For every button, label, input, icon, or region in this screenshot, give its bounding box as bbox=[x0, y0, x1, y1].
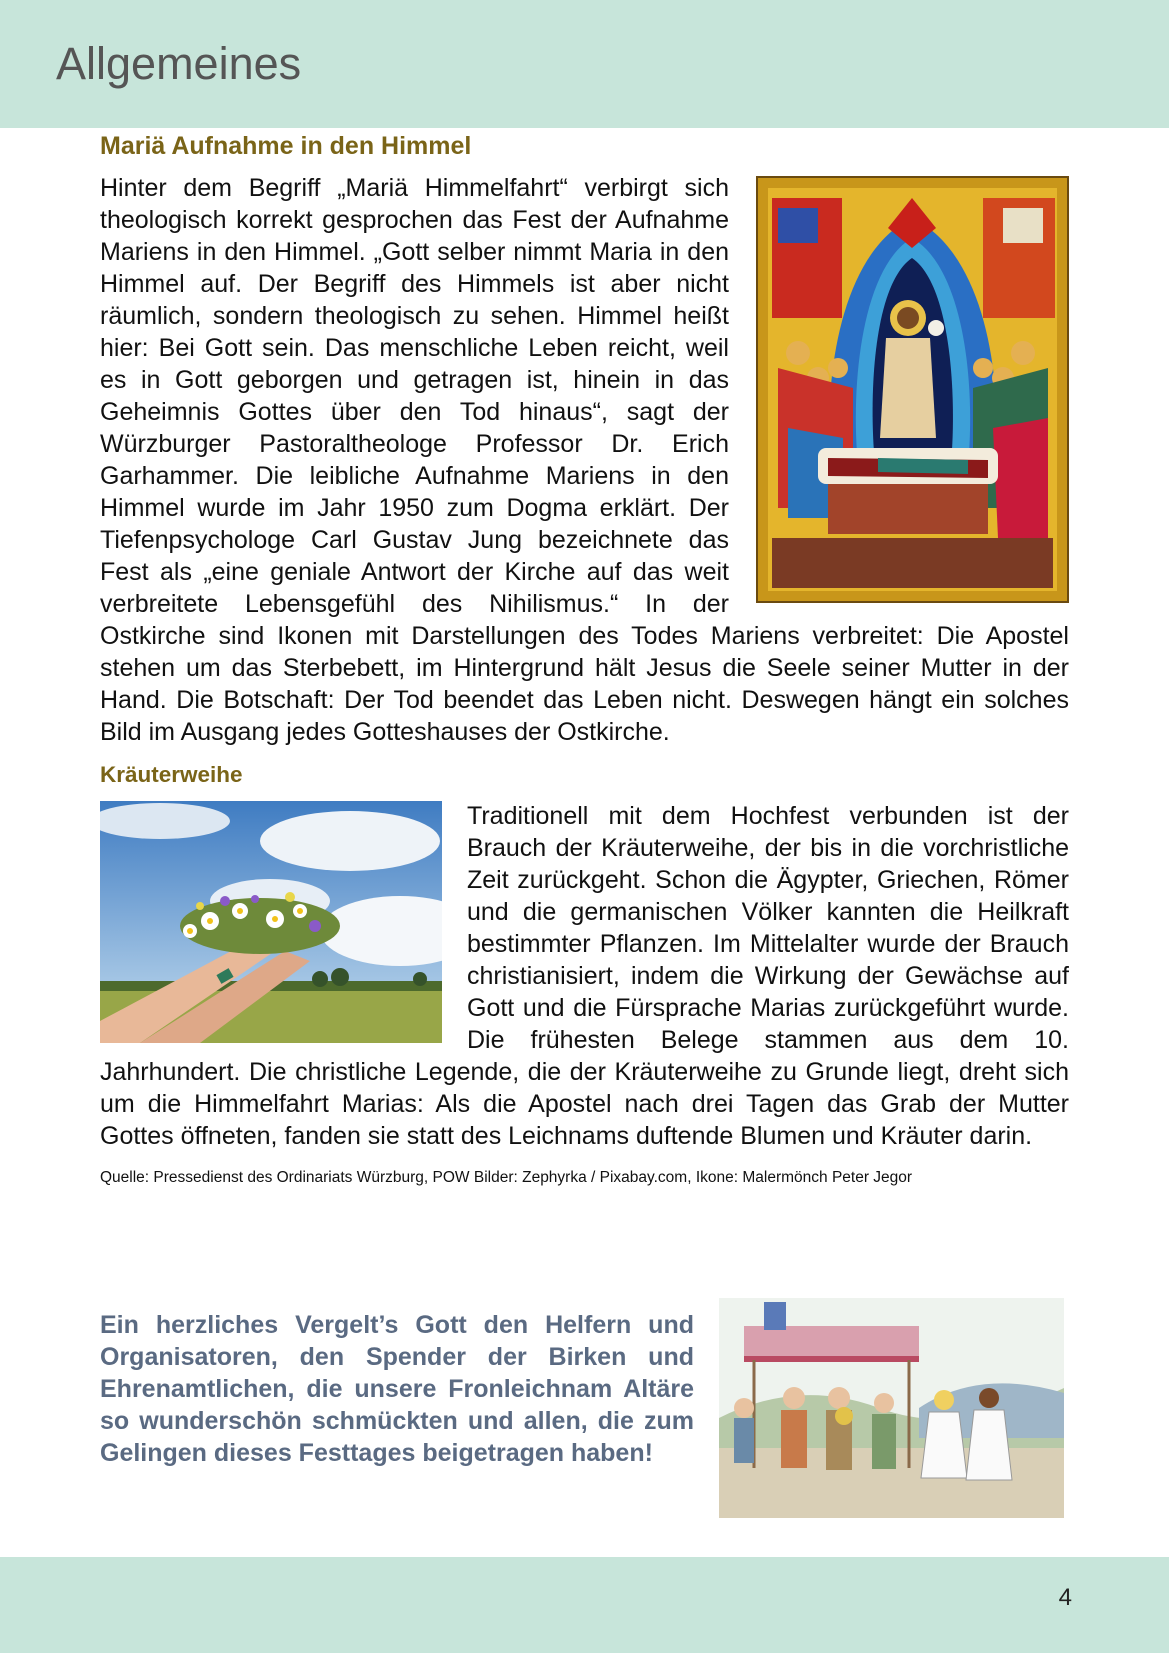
main-content bbox=[100, 128, 1069, 1188]
thanks-message: Ein herzliches Vergelt’s Gott den Helfern und Organisatoren, den Spender der Birken und Ehrenamtlichen, die unsere Fronleichnam Altäre so wunderschön schmückten und allen, die zum Gelingen dieses Festtages beigetragen haben! bbox=[100, 1311, 694, 1467]
page-number: 4 bbox=[1058, 1584, 1072, 1611]
footer-band bbox=[0, 1557, 1169, 1653]
section-title: Allgemeines bbox=[56, 38, 302, 89]
corpus-christi-procession-image bbox=[719, 1298, 1064, 1518]
thanks-section bbox=[100, 1298, 1069, 1520]
article-text-assumption: Hinter dem Begriff „Mariä Himmelfahrt“ verbirgt sich theologisch korrekt gesprochen das Fest der Aufnahme Mariens in den Himmel. „Gott selber nimmt Maria in den Himmel auf. Der Begriff des Himmels ist aber nicht räumlich, sondern theologisch zu sehen. Himmel heißt hier: Bei Gott sein. Das menschliche Leben reicht, weil es in Gott geborgen und getragen ist, hinein in das Geheimnis Gottes über den Tod hinaus“, sagt der Würzburger Pastoraltheologe Professor Dr. Erich Garhammer. Die leibliche Aufnahme Mariens in den Himmel wurde im Jahr 1950 zum Dogma erklärt. Der Tiefenpsychologe Carl Gustav Jung bezeichnete das Fest als „eine geniale Antwort der Kirche auf das weit verbreitete Lebensgefühl des Nihilismus.“ In der Ostkirche sind Ikonen mit Darstellungen des Todes Mariens verbreitet: Die Apostel stehen um das Sterbebett, im Hintergrund hält Jesus die Seele seiner Mutter in der Hand. Die Botschaft: Der Tod beendet das Leben nicht. Deswegen hängt ein solches Bild im Ausgang jedes Gotteshauses der Ostkirche. bbox=[100, 174, 1069, 746]
flowers-in-hands-image bbox=[100, 801, 442, 1043]
source-credit: Quelle: Pressedienst des Ordinariats Würzburg, POW Bilder: Zephyrka / Pixabay.com, Ikone: Malermönch Peter Jegor bbox=[100, 1169, 913, 1186]
icon-dormition-image bbox=[756, 176, 1069, 603]
article-text-herb-blessing: Traditionell mit dem Hochfest verbunden ist der Brauch der Kräuterweihe, der bis in die vorchristliche Zeit zurückgeht. Schon die Ägypter, Griechen, Römer und die germanischen Völker kannten die Heilkraft bestimmter Pflanzen. Im Mittelalter wurde der Brauch christianisiert, indem die Wirkung der Gewächse auf Gott und die Fürsprache Marias zurückgeführt wurde. Die frühesten Belege stammen aus dem 10. Jahrhundert. Die christliche Legende, die der Kräuterweihe zu Grunde liegt, dreht sich um die Himmelfahrt Marias: Als die Apostel nach drei Tagen das Grab der Mutter Gottes öffneten, fanden sie statt des Leichnams duftende Blumen und Kräuter darin. bbox=[100, 802, 1069, 1150]
article-heading-herb-blessing: Kräuterweihe bbox=[100, 762, 243, 787]
article-heading-assumption: Mariä Aufnahme in den Himmel bbox=[100, 132, 472, 160]
